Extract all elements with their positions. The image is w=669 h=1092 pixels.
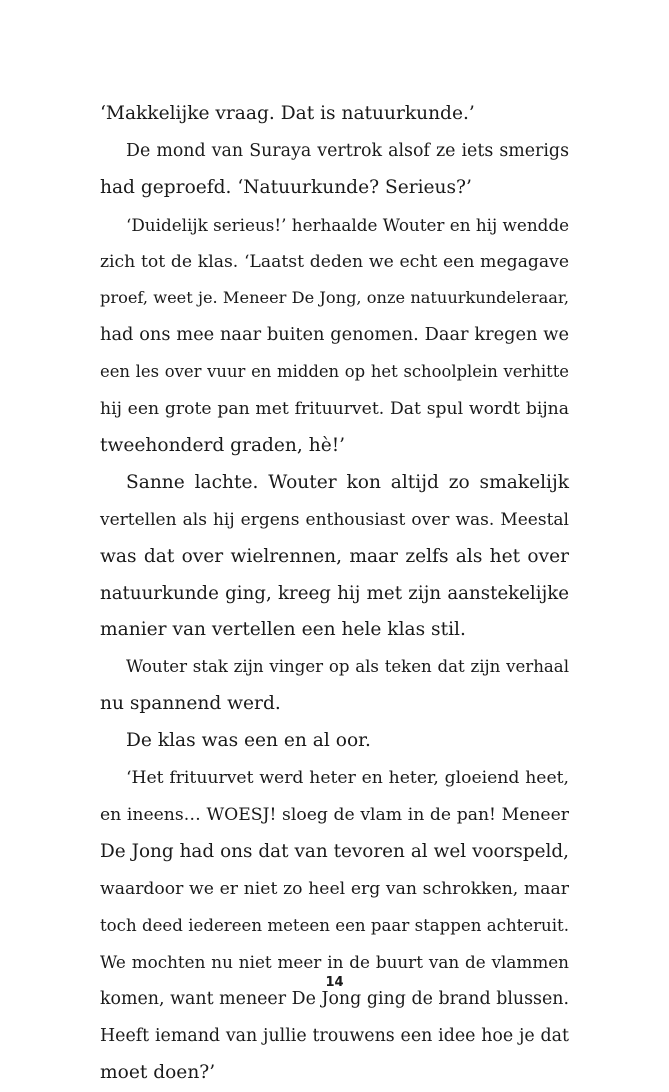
text-line: en ineens… WOESJ! sloeg de vlam in de pan! Meneer: [100, 804, 569, 825]
text-line: komen, want meneer De Jong ging de brand blussen.: [100, 989, 569, 1010]
text-line: tweehonderd graden, hè!’: [100, 435, 346, 457]
text-line: toch deed iedereen meteen een paar stappen achteruit.: [100, 915, 569, 935]
page-number: 14: [325, 975, 344, 990]
text-line: De Jong had ons dat van tevoren al wel voorspeld,: [100, 840, 569, 862]
text-line: Heeft iemand van jullie trouwens een idee hoe je dat: [100, 1026, 569, 1047]
text-line: ‘Makkelijke vraag. Dat is natuurkunde.’: [100, 103, 475, 124]
text-line: zich tot de klas. ‘Laatst deden we echt een megagave: [100, 251, 569, 272]
text-line: De mond van Suraya vertrok alsof ze iets smerigs: [126, 140, 569, 161]
text-line: manier van vertellen een hele klas stil.: [100, 619, 466, 641]
text-line: ‘Duidelijk serieus!’ herhaalde Wouter en hij wendde: [126, 214, 570, 235]
text-line: ‘Het frituurvet werd heter en heter, gloeiend heet,: [126, 768, 569, 789]
text-line: waardoor we er niet zo heel erg van schrokken, maar: [100, 878, 569, 899]
text-line: Wouter stak zijn vinger op als teken dat zijn verhaal: [126, 657, 569, 677]
text-line: proef, weet je. Meneer De Jong, onze natuurkundeleraar,: [100, 288, 569, 308]
text-line: was dat over wielrennen, maar zelfs als het over: [100, 545, 569, 567]
book-page-text: [100, 96, 569, 1092]
text-line: De klas was een en al oor.: [126, 730, 371, 752]
text-line: had ons mee naar buiten genomen. Daar kregen we: [100, 324, 569, 346]
text-line: We mochten nu niet meer in de buurt van de vlammen: [100, 952, 569, 973]
text-line: had geproefd. ‘Natuurkunde? Serieus?’: [100, 176, 472, 198]
text-line: vertellen als hij ergens enthousiast over was. Meestal: [100, 509, 569, 530]
text-line: een les over vuur en midden op het schoolplein verhitte: [100, 362, 569, 382]
text-line: moet doen?’: [100, 1062, 216, 1084]
text-line: natuurkunde ging, kreeg hij met zijn aanstekelijke: [100, 582, 569, 604]
text-line: hij een grote pan met frituurvet. Dat spul wordt bijna: [100, 399, 569, 420]
text-line: Sanne lachte. Wouter kon altijd zo smakelijk: [126, 471, 569, 493]
text-line: nu spannend werd.: [100, 693, 281, 715]
